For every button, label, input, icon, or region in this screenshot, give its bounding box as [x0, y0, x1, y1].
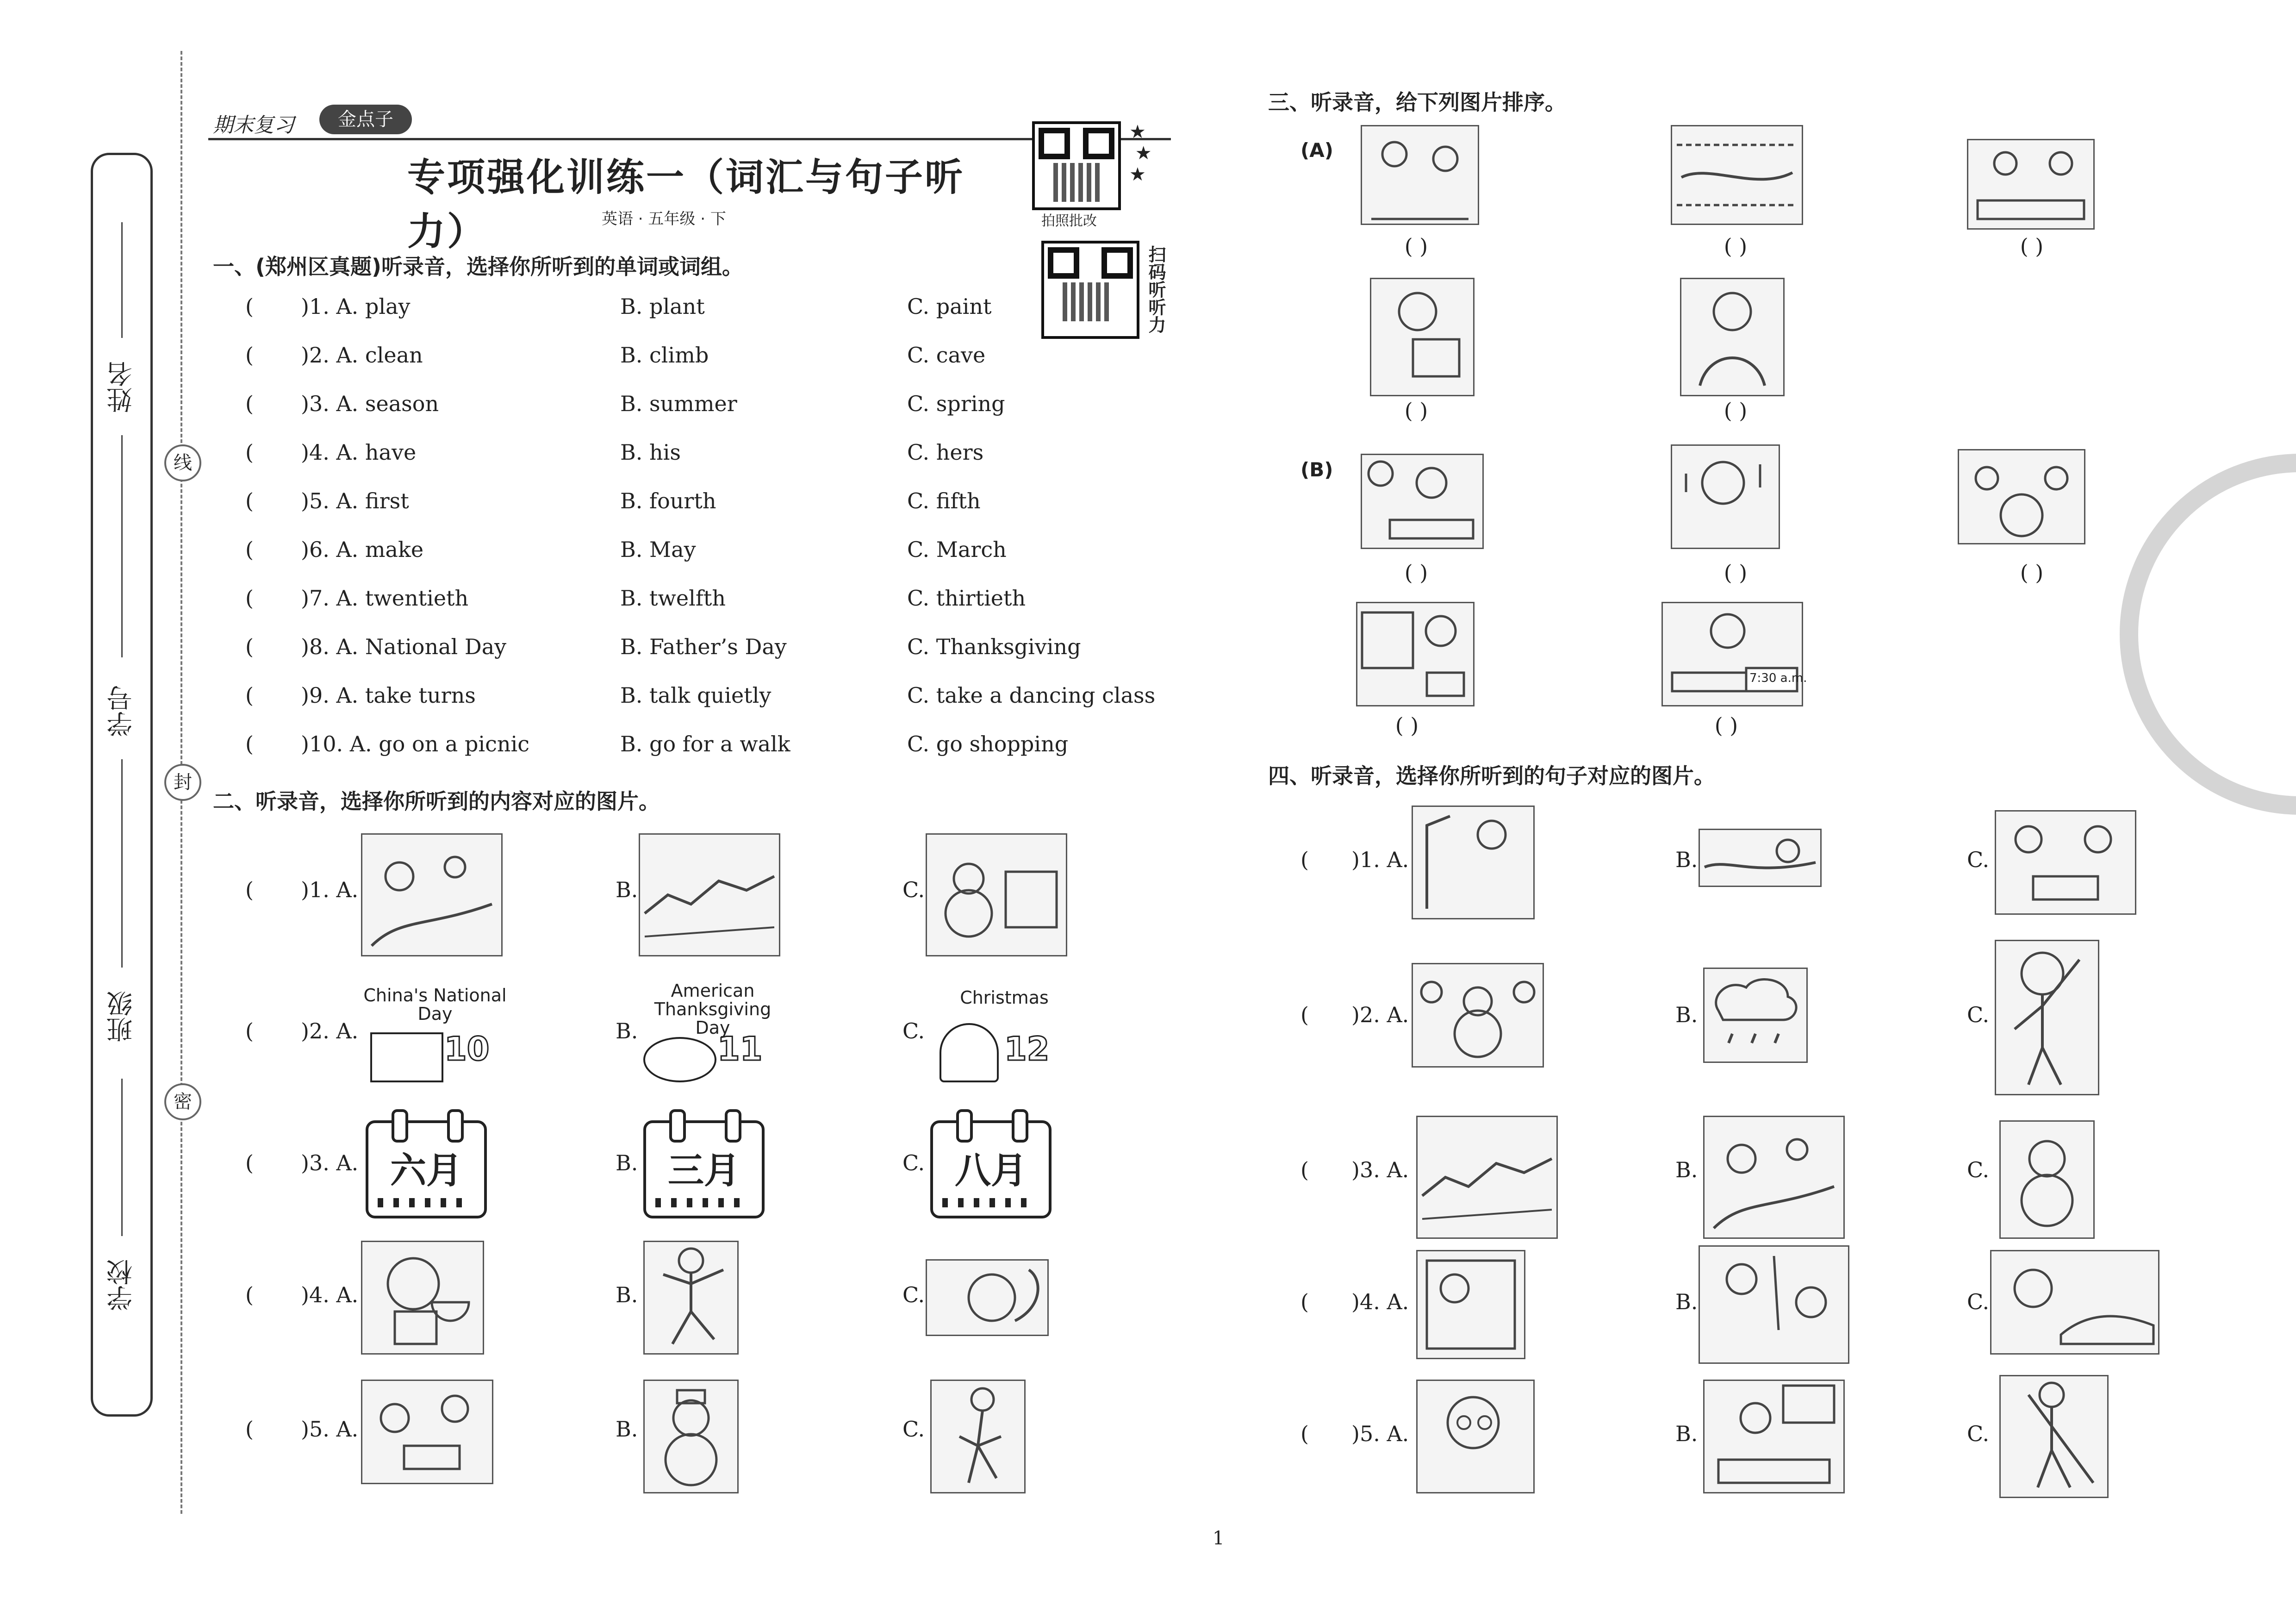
- school-label: 学校: [106, 1259, 137, 1311]
- order-b1-paren[interactable]: ( ): [1404, 560, 1428, 585]
- sunny-window-image[interactable]: [1416, 1250, 1525, 1359]
- boy-jumping-image[interactable]: [643, 1241, 739, 1355]
- part2-q5-paren[interactable]: (: [245, 1417, 254, 1442]
- page-subtitle: 英语 · 五年级 · 下: [602, 210, 726, 228]
- calendar-march[interactable]: 三月: [643, 1120, 765, 1218]
- calendar-august[interactable]: 八月: [930, 1120, 1052, 1218]
- option-a: )5. A. first: [301, 488, 409, 513]
- student-id-label: 学号: [106, 685, 137, 737]
- order-b5-breakfast-image[interactable]: [1661, 602, 1803, 706]
- part2-q2-label: )2. A.: [301, 1018, 359, 1043]
- part4-heading: 四、听录音，选择你所听到的句子对应的图片。: [1268, 763, 1715, 788]
- option-a: )7. A. twentieth: [301, 586, 469, 611]
- part4-q5-b-label: B.: [1675, 1421, 1698, 1446]
- part1-item: [245, 391, 1171, 433]
- order-a5-image[interactable]: [1680, 278, 1785, 396]
- option-b: B. twelfth: [620, 586, 726, 611]
- option-a: )2. A. clean: [301, 343, 423, 368]
- order-b5-paren[interactable]: ( ): [1714, 713, 1738, 738]
- part2-q2-paren[interactable]: (: [245, 1018, 254, 1043]
- part2-q5-b-label: B.: [616, 1417, 638, 1442]
- header-rule: [208, 138, 1171, 140]
- christmas-hat-icon[interactable]: [940, 1023, 999, 1082]
- option-a: )10. A. go on a picnic: [301, 731, 529, 756]
- option-b: B. talk quietly: [620, 683, 772, 708]
- answer-paren[interactable]: (: [245, 634, 254, 659]
- spring-flowers-image[interactable]: [361, 833, 503, 956]
- option-c: C. go shopping: [907, 731, 1069, 756]
- part4-q3-c-label: C.: [1967, 1157, 1990, 1182]
- national-day-caption: China's National Day: [363, 985, 507, 1024]
- part4-q3-b-label: B.: [1675, 1157, 1698, 1182]
- boy-stretching-image[interactable]: [1995, 940, 2099, 1095]
- option-c: C. Thanksgiving: [907, 634, 1081, 659]
- calendar-june[interactable]: 六月: [366, 1120, 487, 1218]
- order-b2-singing-image[interactable]: [1671, 444, 1780, 549]
- part2-q5-label: )5. A.: [301, 1417, 359, 1442]
- santa-sleigh-image[interactable]: [1990, 1250, 2159, 1355]
- answer-paren[interactable]: (: [245, 731, 254, 756]
- part4-q2-b-label: B.: [1675, 1002, 1698, 1027]
- part1-item: [245, 488, 1171, 530]
- answer-paren[interactable]: (: [245, 391, 254, 416]
- order-a1-paren[interactable]: ( ): [1404, 234, 1428, 259]
- option-a: )8. A. National Day: [301, 634, 507, 659]
- group-a-label: (A): [1300, 139, 1333, 162]
- part2-heading: 二、听录音，选择你所听到的内容对应的图片。: [213, 789, 660, 814]
- picking-fruit-image[interactable]: [1412, 806, 1535, 919]
- part4-q5-c-label: C.: [1967, 1421, 1990, 1446]
- answer-paren[interactable]: (: [245, 586, 254, 611]
- snowman-image[interactable]: [643, 1380, 739, 1493]
- option-c: C. hers: [907, 440, 984, 465]
- option-c: C. fifth: [907, 488, 981, 513]
- girl-with-glasses-image[interactable]: [1416, 1380, 1535, 1493]
- rain-cloud-icon[interactable]: [1703, 968, 1808, 1063]
- page-title: 专项强化训练一（词汇与句子听力）: [407, 156, 965, 254]
- spring-flowers-image[interactable]: [1703, 1116, 1845, 1239]
- part4-q5-label: )5. A.: [1351, 1421, 1409, 1446]
- part1-item: [245, 634, 1171, 676]
- part2-q4-paren[interactable]: (: [245, 1282, 254, 1307]
- order-b3-snowman-image[interactable]: [1958, 449, 2085, 544]
- name-label: 姓名: [106, 361, 137, 413]
- family-picnic-image[interactable]: [361, 1380, 493, 1484]
- option-a: )4. A. have: [301, 440, 417, 465]
- snowman-image[interactable]: [1999, 1120, 2095, 1239]
- part2-q3-label: )3. A.: [301, 1150, 359, 1175]
- option-a: )6. A. make: [301, 537, 424, 562]
- girl-dancing-image[interactable]: [930, 1380, 1026, 1493]
- order-a3-paren[interactable]: ( ): [2020, 234, 2044, 259]
- swimming-image[interactable]: [1699, 829, 1822, 887]
- qr-listen-caption: 扫码听听力: [1145, 245, 1166, 333]
- part2-q1-label: )1. A.: [301, 877, 359, 902]
- answer-paren[interactable]: (: [245, 488, 254, 513]
- part4-q1-b-label: B.: [1675, 847, 1698, 872]
- part2-q1-paren[interactable]: (: [245, 877, 254, 902]
- order-a4-paren[interactable]: ( ): [1404, 398, 1428, 423]
- thanksgiving-caption: American Thanksgiving Day: [654, 981, 772, 1038]
- option-a: )9. A. take turns: [301, 683, 476, 708]
- part1-item: [245, 440, 1171, 481]
- part2-q4-c-label: C.: [902, 1282, 925, 1307]
- part2-q1-c-label: C.: [902, 877, 925, 902]
- part4-q4-c-label: C.: [1967, 1289, 1990, 1314]
- student-id-line: [121, 435, 123, 657]
- snowman-house-image[interactable]: [926, 833, 1067, 956]
- answer-paren[interactable]: (: [245, 537, 254, 562]
- order-b4-shopping-image[interactable]: [1356, 602, 1475, 706]
- order-a2-swimming-image[interactable]: [1671, 125, 1803, 225]
- option-a: )3. A. season: [301, 391, 439, 416]
- clock-time-text: 7:30 a.m.: [1749, 671, 1807, 685]
- part1-item: [245, 731, 1171, 773]
- option-c: C. cave: [907, 343, 986, 368]
- cooking-kitchen-image[interactable]: [1703, 1380, 1845, 1493]
- cut-mark-secret: 密: [164, 1083, 201, 1120]
- option-b: B. go for a walk: [620, 731, 790, 756]
- part2-q4-label: )4. A.: [301, 1282, 359, 1307]
- order-a1-image[interactable]: [1361, 125, 1479, 225]
- option-a: )1. A. play: [301, 294, 411, 319]
- order-a3-image[interactable]: [1967, 139, 2095, 230]
- part4-q2-paren[interactable]: (: [1300, 1002, 1309, 1027]
- part1-item: [245, 343, 1171, 384]
- great-wall-image[interactable]: [639, 833, 780, 956]
- bear-eating-watermelon-image[interactable]: [361, 1241, 484, 1355]
- family-eating-image[interactable]: [1995, 810, 2136, 915]
- part4-q4-b-label: B.: [1675, 1289, 1698, 1314]
- option-c: C. paint: [907, 294, 992, 319]
- qr-code-correct[interactable]: [1032, 121, 1121, 210]
- star-icon: ★ ★ ★: [1129, 121, 1152, 185]
- brand-badge: 金点子: [319, 105, 412, 134]
- great-wall-image[interactable]: [1416, 1116, 1558, 1239]
- option-b: B. fourth: [620, 488, 716, 513]
- part4-q1-c-label: C.: [1967, 847, 1990, 872]
- answer-paren[interactable]: (: [245, 683, 254, 708]
- option-c: C. March: [907, 537, 1007, 562]
- part4-q4-paren[interactable]: (: [1300, 1289, 1309, 1314]
- part1-item: [245, 586, 1171, 627]
- part2-q1-b-label: B.: [616, 877, 638, 902]
- order-b3-paren[interactable]: ( ): [2020, 560, 2044, 585]
- part4-q3-label: )3. A.: [1351, 1157, 1409, 1182]
- option-c: C. thirtieth: [907, 586, 1026, 611]
- building-snowman-image[interactable]: [1412, 963, 1544, 1068]
- sweeping-image[interactable]: [1999, 1375, 2109, 1498]
- turkey-icon[interactable]: [643, 1037, 716, 1082]
- order-a4-reading-image[interactable]: [1370, 278, 1475, 396]
- christmas-caption: Christmas: [960, 987, 1049, 1008]
- part4-q4-label: )4. A.: [1351, 1289, 1409, 1314]
- option-b: B. his: [620, 440, 681, 465]
- exam-name: 期末复习: [213, 113, 294, 137]
- part2-q4-b-label: B.: [616, 1282, 638, 1307]
- part2-q2-b-label: B.: [616, 1018, 638, 1043]
- part1-item: [245, 683, 1171, 725]
- page-number: 1: [1213, 1528, 1225, 1549]
- option-b: B. climb: [620, 343, 709, 368]
- order-a2-paren[interactable]: ( ): [1724, 234, 1748, 259]
- part2-q3-c-label: C.: [902, 1150, 925, 1175]
- group-b-label: (B): [1300, 458, 1333, 481]
- part4-q1-paren[interactable]: (: [1300, 847, 1309, 872]
- part2-q3-b-label: B.: [616, 1150, 638, 1175]
- class-label: 班级: [106, 991, 137, 1043]
- cut-mark-seal: 封: [164, 764, 201, 801]
- qr-caption: 拍照批改: [1041, 213, 1097, 229]
- cut-mark-line: 线: [164, 444, 201, 481]
- part1-item: [245, 294, 1171, 336]
- option-b: B. plant: [620, 294, 705, 319]
- option-c: C. spring: [907, 391, 1005, 416]
- option-b: B. May: [620, 537, 696, 562]
- part4-q2-label: )2. A.: [1351, 1002, 1409, 1027]
- seal-watermark-icon: [2120, 454, 2296, 815]
- part2-q2-c-label: C.: [902, 1018, 925, 1043]
- part4-q1-label: )1. A.: [1351, 847, 1409, 872]
- answer-paren[interactable]: (: [245, 294, 254, 319]
- squirrel-image[interactable]: [926, 1259, 1049, 1336]
- part2-q5-c-label: C.: [902, 1417, 925, 1442]
- class-line: [121, 759, 123, 968]
- answer-paren[interactable]: (: [245, 343, 254, 368]
- option-b: B. summer: [620, 391, 737, 416]
- school-line: [121, 1079, 123, 1236]
- date-number: 11: [717, 1030, 763, 1068]
- part1-heading: 一、(郑州区真题)听录音，选择你所听到的单词或词组。: [213, 254, 744, 279]
- answer-paren[interactable]: (: [245, 440, 254, 465]
- order-b4-paren[interactable]: ( ): [1395, 713, 1419, 738]
- option-b: B. Father’s Day: [620, 634, 787, 659]
- order-b1-cooking-image[interactable]: [1361, 454, 1484, 549]
- order-b2-paren[interactable]: ( ): [1724, 560, 1748, 585]
- part3-heading: 三、听录音，给下列图片排序。: [1268, 90, 1566, 115]
- china-flag-icon[interactable]: [370, 1032, 443, 1082]
- part4-q3-paren[interactable]: (: [1300, 1157, 1309, 1182]
- order-a5-paren[interactable]: ( ): [1724, 398, 1748, 423]
- option-c: C. take a dancing class: [907, 683, 1156, 708]
- date-number: 10: [444, 1030, 490, 1068]
- part4-q5-paren[interactable]: (: [1300, 1421, 1309, 1446]
- part2-q3-paren[interactable]: (: [245, 1150, 254, 1175]
- girls-with-flowers-image[interactable]: [1699, 1245, 1849, 1364]
- date-number: 12: [1004, 1030, 1050, 1068]
- part1-item: [245, 537, 1171, 579]
- name-line: [121, 222, 123, 338]
- part4-q2-c-label: C.: [1967, 1002, 1990, 1027]
